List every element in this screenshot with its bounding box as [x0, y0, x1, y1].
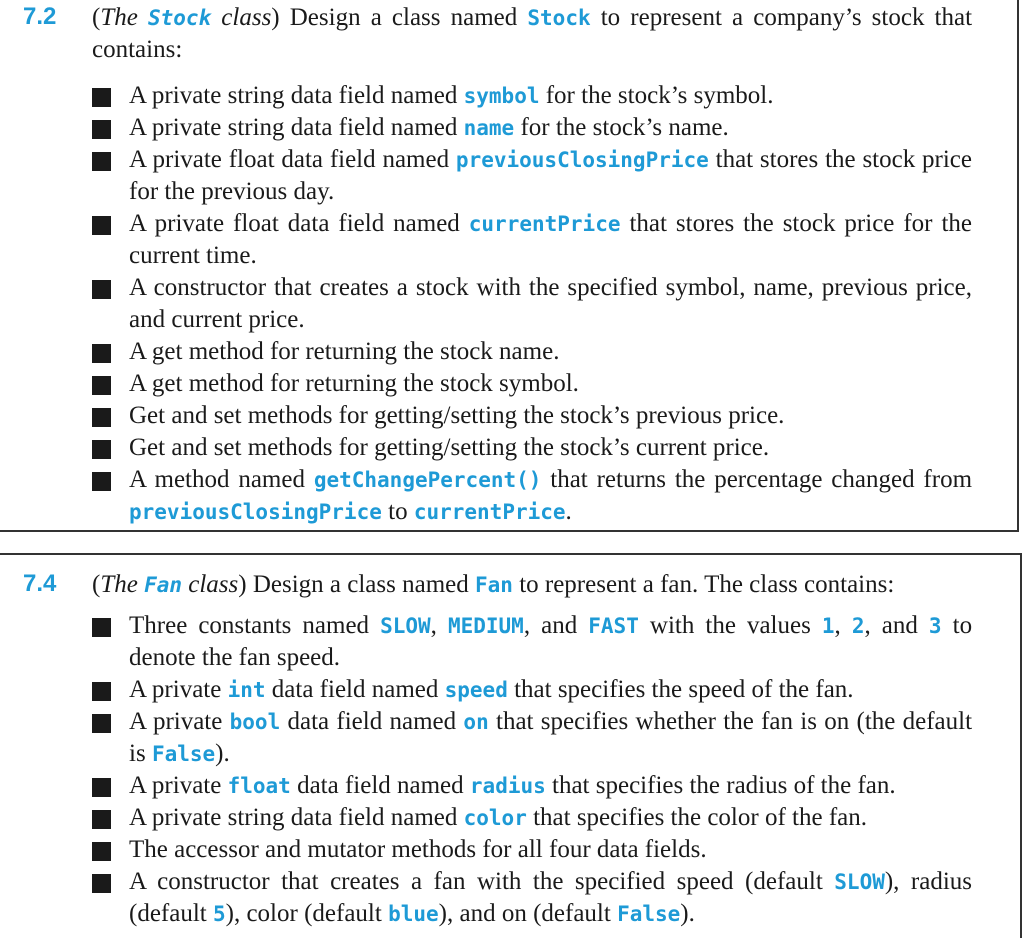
- bullet-square-icon: [92, 152, 111, 171]
- paren: ): [271, 4, 280, 31]
- class-name: Stock: [527, 6, 591, 30]
- requirements-list: [92, 610, 972, 930]
- list-item: A private string data field named color that specifies the color of the fan.: [92, 802, 972, 834]
- list-item: A private float data field named currentPrice that stores the stock price for the current time.: [92, 208, 972, 272]
- bullet-square-icon: [92, 810, 111, 829]
- list-item: A method named getChangePercent() that returns the percentage changed from previousClosingPrice to currentPrice.: [92, 464, 972, 528]
- intro-text: to represent a company’s stock that contains:: [92, 4, 973, 63]
- paren: ): [238, 571, 247, 598]
- intro-text: to represent a fan. The class contains:: [519, 571, 895, 598]
- paren: (: [92, 571, 101, 598]
- bullet-square-icon: [92, 408, 111, 427]
- title-class-word: class: [221, 4, 272, 31]
- bullet-square-icon: [92, 472, 111, 491]
- list-item: A get method for returning the stock symbol.: [92, 368, 972, 400]
- exercise-number: 7.4: [23, 570, 57, 597]
- bullet-square-icon: [92, 344, 111, 363]
- intro-text: Design a class named: [252, 571, 469, 598]
- bullet-square-icon: [92, 440, 111, 459]
- exercise-intro: [92, 2, 972, 66]
- title-the: The: [100, 4, 138, 31]
- list-item: A private float data field named previousClosingPrice that stores the stock price for the previous day.: [92, 144, 972, 208]
- exercise-intro: [92, 569, 972, 601]
- intro-text: Design a class named: [289, 4, 518, 31]
- bullet-square-icon: [92, 120, 111, 139]
- paren: (: [92, 4, 101, 31]
- class-name: Fan: [475, 573, 513, 597]
- list-item: Three constants named SLOW, MEDIUM, and FAST with the values 1, 2, and 3 to denote the fan speed.: [92, 610, 972, 674]
- list-item: Get and set methods for getting/setting the stock’s current price.: [92, 432, 972, 464]
- bullet-square-icon: [92, 874, 111, 893]
- bullet-square-icon: [92, 376, 111, 395]
- bullet-square-icon: [92, 842, 111, 861]
- list-item: A private string data field named name for the stock’s name.: [92, 112, 972, 144]
- class-name-title: Fan: [144, 573, 183, 597]
- list-item: A private string data field named symbol for the stock’s symbol.: [92, 80, 972, 112]
- list-item: The accessor and mutator methods for all four data fields.: [92, 834, 972, 866]
- list-item: Get and set methods for getting/setting the stock’s previous price.: [92, 400, 972, 432]
- bullet-square-icon: [92, 618, 111, 637]
- list-item: A private float data field named radius that specifies the radius of the fan.: [92, 770, 972, 802]
- exercise-number: 7.2: [23, 3, 57, 30]
- title-the: The: [100, 571, 138, 598]
- list-item: A constructor that creates a fan with the specified speed (default SLOW), radius (default 5), color (default blue), and on (default False).: [92, 866, 972, 930]
- class-name-title: Stock: [147, 6, 212, 30]
- bullet-square-icon: [92, 714, 111, 733]
- title-class-word: class: [188, 571, 239, 598]
- list-item: A private bool data field named on that specifies whether the fan is on (the default is False).: [92, 706, 972, 770]
- bullet-square-icon: [92, 280, 111, 299]
- bullet-square-icon: [92, 778, 111, 797]
- requirements-list: [92, 80, 972, 528]
- bullet-square-icon: [92, 682, 111, 701]
- exercise-7-4-box: [0, 553, 1022, 938]
- bullet-square-icon: [92, 216, 111, 235]
- list-item: A constructor that creates a stock with the specified symbol, name, previous price, and current price.: [92, 272, 972, 336]
- bullet-square-icon: [92, 88, 111, 107]
- list-item: A get method for returning the stock name.: [92, 336, 972, 368]
- list-item: A private int data field named speed that specifies the speed of the fan.: [92, 674, 972, 706]
